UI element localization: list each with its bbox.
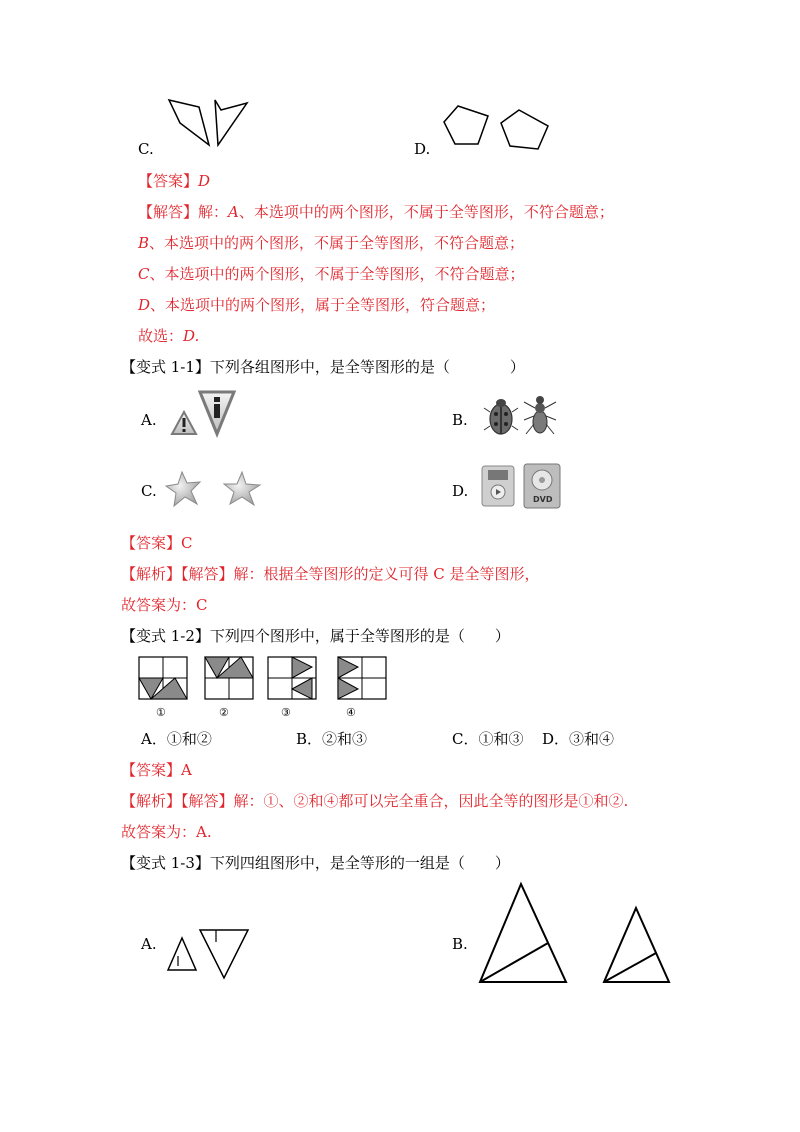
q2-conclusion: 故答案为：A. (121, 823, 212, 841)
analysis-line-2: B、本选项中的两个图形，不属于全等图形，不符合题意； (138, 234, 525, 252)
bug-icon (482, 392, 562, 442)
q1-stem: 【变式 1-1】下列各组图形中，是全等图形的是（ ） (121, 358, 525, 376)
q2-option-c: C．①和③ (452, 730, 524, 748)
analysis-line-1: 【解答】解：A、本选项中的两个图形，不属于全等图形，不符合题意； (138, 203, 614, 221)
q1-option-d-label: D. (452, 482, 469, 500)
analysis-line-5: 故选：D. (138, 327, 200, 345)
option-c-figure (165, 95, 285, 155)
q2-answer: 【答案】A (121, 761, 192, 779)
q2-option-b: B．②和③ (296, 730, 368, 748)
grid-figure-1-label: ① (156, 706, 166, 719)
q3-stem: 【变式 1-3】下列四组图形中，是全等形的一组是（ ） (121, 854, 510, 872)
grid-figure-2-label: ② (219, 706, 229, 719)
analysis-line-3: C、本选项中的两个图形，不属于全等图形，不符合题意； (138, 265, 525, 283)
option-d-label: D. (414, 140, 431, 158)
q1-option-b-label: B. (452, 411, 468, 429)
grid-figure-4 (337, 656, 389, 702)
warning-sign-icon (168, 388, 238, 438)
answer-line: 【答案】D (138, 172, 211, 190)
q2-analysis: 【解析】【解答】解：①、②和④都可以完全重合，因此全等的图形是①和②. (121, 792, 629, 810)
media-player-icon (480, 462, 570, 512)
svg-text:DVD: DVD (533, 495, 553, 504)
grid-figure-1 (138, 656, 190, 702)
grid-figure-3 (267, 656, 319, 702)
q3-option-b-figure (476, 880, 676, 990)
q1-option-a-label: A. (141, 411, 157, 429)
q3-option-b-label: B. (452, 935, 468, 953)
q1-analysis: 【解析】【解答】解：根据全等图形的定义可得 C 是全等图形， (121, 565, 540, 583)
q2-option-a: A．①和② (141, 730, 212, 748)
analysis-line-4: D、本选项中的两个图形，属于全等图形，符合题意； (138, 296, 496, 314)
q3-option-a-figure (164, 926, 254, 986)
grid-figure-4-label: ④ (346, 706, 356, 719)
starfish-icon (164, 470, 274, 510)
option-c-label: C. (138, 140, 154, 158)
option-d-figure (440, 100, 560, 160)
q1-option-c-label: C. (141, 482, 157, 500)
q1-conclusion: 故答案为：C (121, 596, 208, 614)
q1-answer: 【答案】C (121, 534, 193, 552)
grid-figure-2 (204, 656, 256, 702)
q2-option-d: D．③和④ (542, 730, 615, 748)
q3-option-a-label: A. (141, 935, 157, 953)
q2-stem: 【变式 1-2】下列四个图形中，属于全等图形的是（ ） (121, 627, 510, 645)
grid-figure-3-label: ③ (281, 706, 291, 719)
